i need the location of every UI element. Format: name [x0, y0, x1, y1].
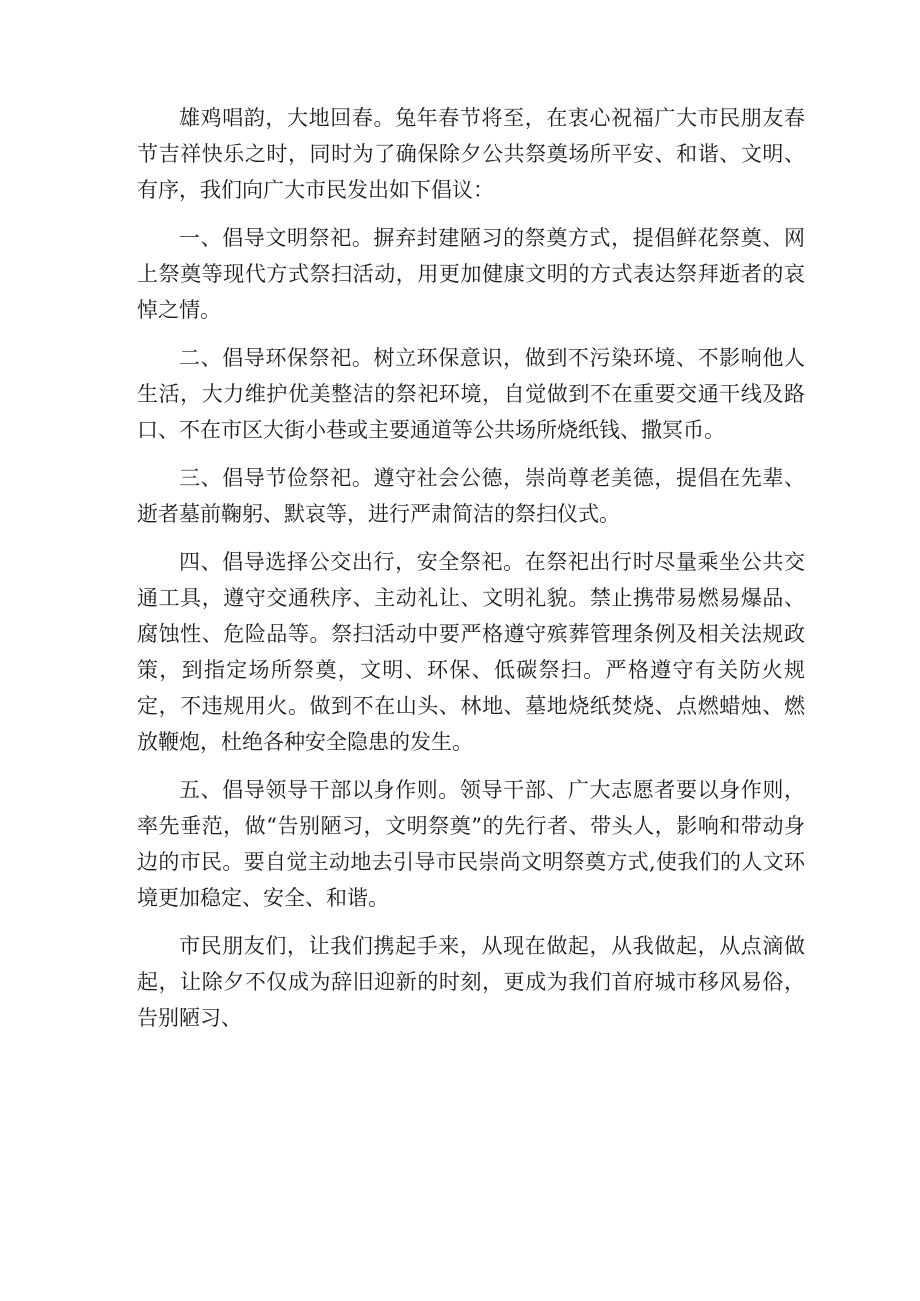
paragraph-intro: 雄鸡唱韵，大地回春。兔年春节将至，在衷心祝福广大市民朋友春节吉祥快乐之时，同时为了确保除夕公共祭奠场所平安、和谐、文明、有序，我们向广大市民发出如下倡议： — [137, 106, 805, 202]
paragraph-leaders-example: 五、倡导领导干部以身作则。领导干部、广大志愿者要以身作则，率先垂范，做“告别陋习，文明祭奠”的先行者、带头人，影响和带动身边的市民。要自觉主动地去引导市民崇尚文明祭奠方式,使我们的人文环境更加稳定、安全、和谐。 — [137, 778, 805, 910]
paragraph-safe-travel: 四、倡导选择公交出行，安全祭祀。在祭祀出行时尽量乘坐公共交通工具，遵守交通秩序、主动礼让、文明礼貌。禁止携带易燃易爆品、腐蚀性、危险品等。祭扫活动中要严格遵守殡葬管理条例及相关法规政策，到指定场所祭奠，文明、环保、低碳祭扫。严格遵守有关防火规定，不违规用火。做到不在山头、林地、墓地烧纸焚烧、点燃蜡烛、燃放鞭炮，杜绝各种安全隐患的发生。 — [137, 550, 805, 754]
paragraph-frugal-worship: 三、倡导节俭祭祀。遵守社会公德，崇尚尊老美德，提倡在先辈、逝者墓前鞠躬、默哀等，进行严肃简洁的祭扫仪式。 — [137, 466, 805, 526]
paragraph-closing: 市民朋友们，让我们携起手来，从现在做起，从我做起，从点滴做起，让除夕不仅成为辞旧迎新的时刻，更成为我们首府城市移风易俗，告别陋习、 — [137, 934, 805, 1030]
paragraph-eco-worship: 二、倡导环保祭祀。树立环保意识，做到不污染环境、不影响他人生活，大力维护优美整洁的祭祀环境，自觉做到不在重要交通干线及路口、不在市区大街小巷或主要通道等公共场所烧纸钱、撒冥币。 — [137, 346, 805, 442]
paragraph-civilized-worship: 一、倡导文明祭祀。摒弃封建陋习的祭奠方式，提倡鲜花祭奠、网上祭奠等现代方式祭扫活动，用更加健康文明的方式表达祭拜逝者的哀悼之情。 — [137, 226, 805, 322]
document-body — [137, 100, 805, 1048]
